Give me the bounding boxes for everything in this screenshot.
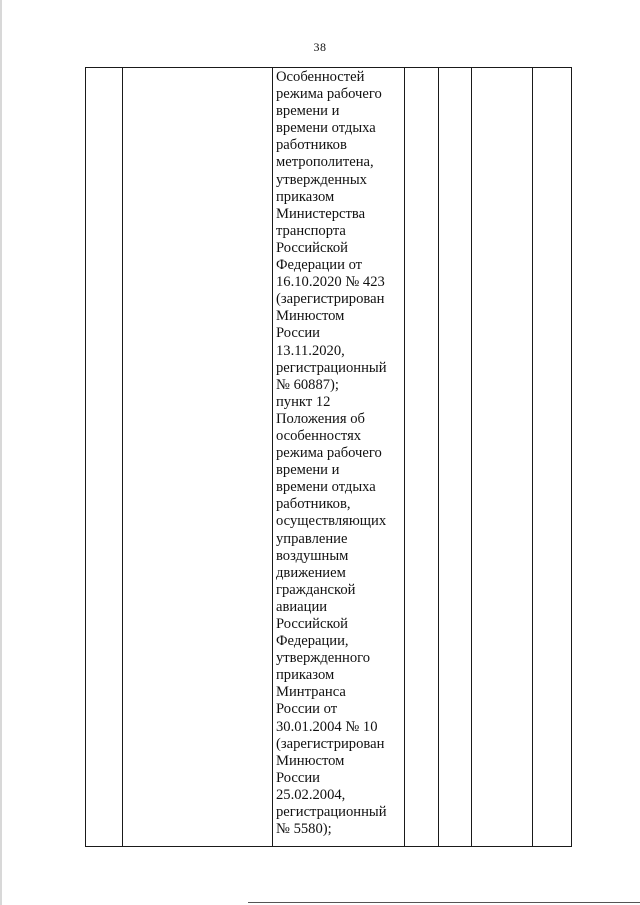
text-line: приказом xyxy=(276,667,335,684)
table-cell-col2 xyxy=(123,68,273,847)
text-line: транспорта xyxy=(276,222,346,239)
text-line: Российской xyxy=(276,239,348,256)
text-line: работников, xyxy=(276,496,351,513)
text-line: метрополитена, xyxy=(276,154,374,171)
text-line: приказом xyxy=(276,188,335,205)
text-line: воздушным xyxy=(276,547,349,564)
text-line: 13.11.2020, xyxy=(276,342,345,359)
text-line: Минюстом xyxy=(276,752,345,769)
text-line: времени отдыха xyxy=(276,479,376,496)
text-line: № 5580); xyxy=(276,821,332,838)
text-line: 25.02.2004, xyxy=(276,786,346,803)
text-line: Положения об xyxy=(276,410,365,427)
text-line: осуществляющих xyxy=(276,513,387,530)
text-line: России xyxy=(276,325,320,342)
document-table xyxy=(85,67,572,847)
table-cell-col1 xyxy=(86,68,123,847)
text-line: времени отдыха xyxy=(276,120,376,137)
bottom-rule xyxy=(248,902,640,903)
text-line: № 60887); xyxy=(276,376,339,393)
text-line: Федерации от xyxy=(276,257,363,274)
text-line: режима рабочего xyxy=(276,86,382,103)
text-line: Министерства xyxy=(276,205,366,222)
text-line: работников xyxy=(276,137,347,154)
text-line: Федерации, xyxy=(276,633,349,650)
text-line: России xyxy=(276,769,320,786)
table-cell-col3 xyxy=(273,68,405,847)
table-cell-col4 xyxy=(405,68,439,847)
text-line: Минтранса xyxy=(276,684,346,701)
text-line: управление xyxy=(276,530,348,547)
table-cell-col5 xyxy=(439,68,472,847)
table-row xyxy=(86,68,572,847)
text-line: Российской xyxy=(276,616,348,632)
table-cell-col7 xyxy=(533,68,572,847)
text-line: (зарегистрирован xyxy=(276,291,385,308)
text-line: времени и xyxy=(276,103,340,120)
text-line: Особенностей xyxy=(276,69,365,85)
text-line: регистрационный xyxy=(276,804,387,821)
text-line: утвержденного xyxy=(276,650,371,667)
text-line: Минюстом xyxy=(276,308,345,325)
text-line: (зарегистрирован xyxy=(276,735,385,752)
text-line: режима рабочего xyxy=(276,445,382,462)
text-line: утвержденных xyxy=(276,171,367,188)
page-number: 38 xyxy=(313,40,327,54)
text-line: авиации xyxy=(276,598,328,615)
text-line: гражданской xyxy=(276,581,356,598)
scan-edge xyxy=(0,0,2,905)
legal-reference-text xyxy=(273,69,404,838)
text-line: движением xyxy=(276,564,346,581)
table-cell-col6 xyxy=(472,68,533,847)
text-line: регистрационный xyxy=(276,359,387,376)
text-line: 30.01.2004 № 10 xyxy=(276,718,378,735)
text-line: времени и xyxy=(276,462,340,479)
text-line: России от xyxy=(276,701,338,718)
text-line: 16.10.2020 № 423 xyxy=(276,274,385,291)
text-line: особенностях xyxy=(276,427,362,444)
text-line: пункт 12 xyxy=(276,393,331,410)
